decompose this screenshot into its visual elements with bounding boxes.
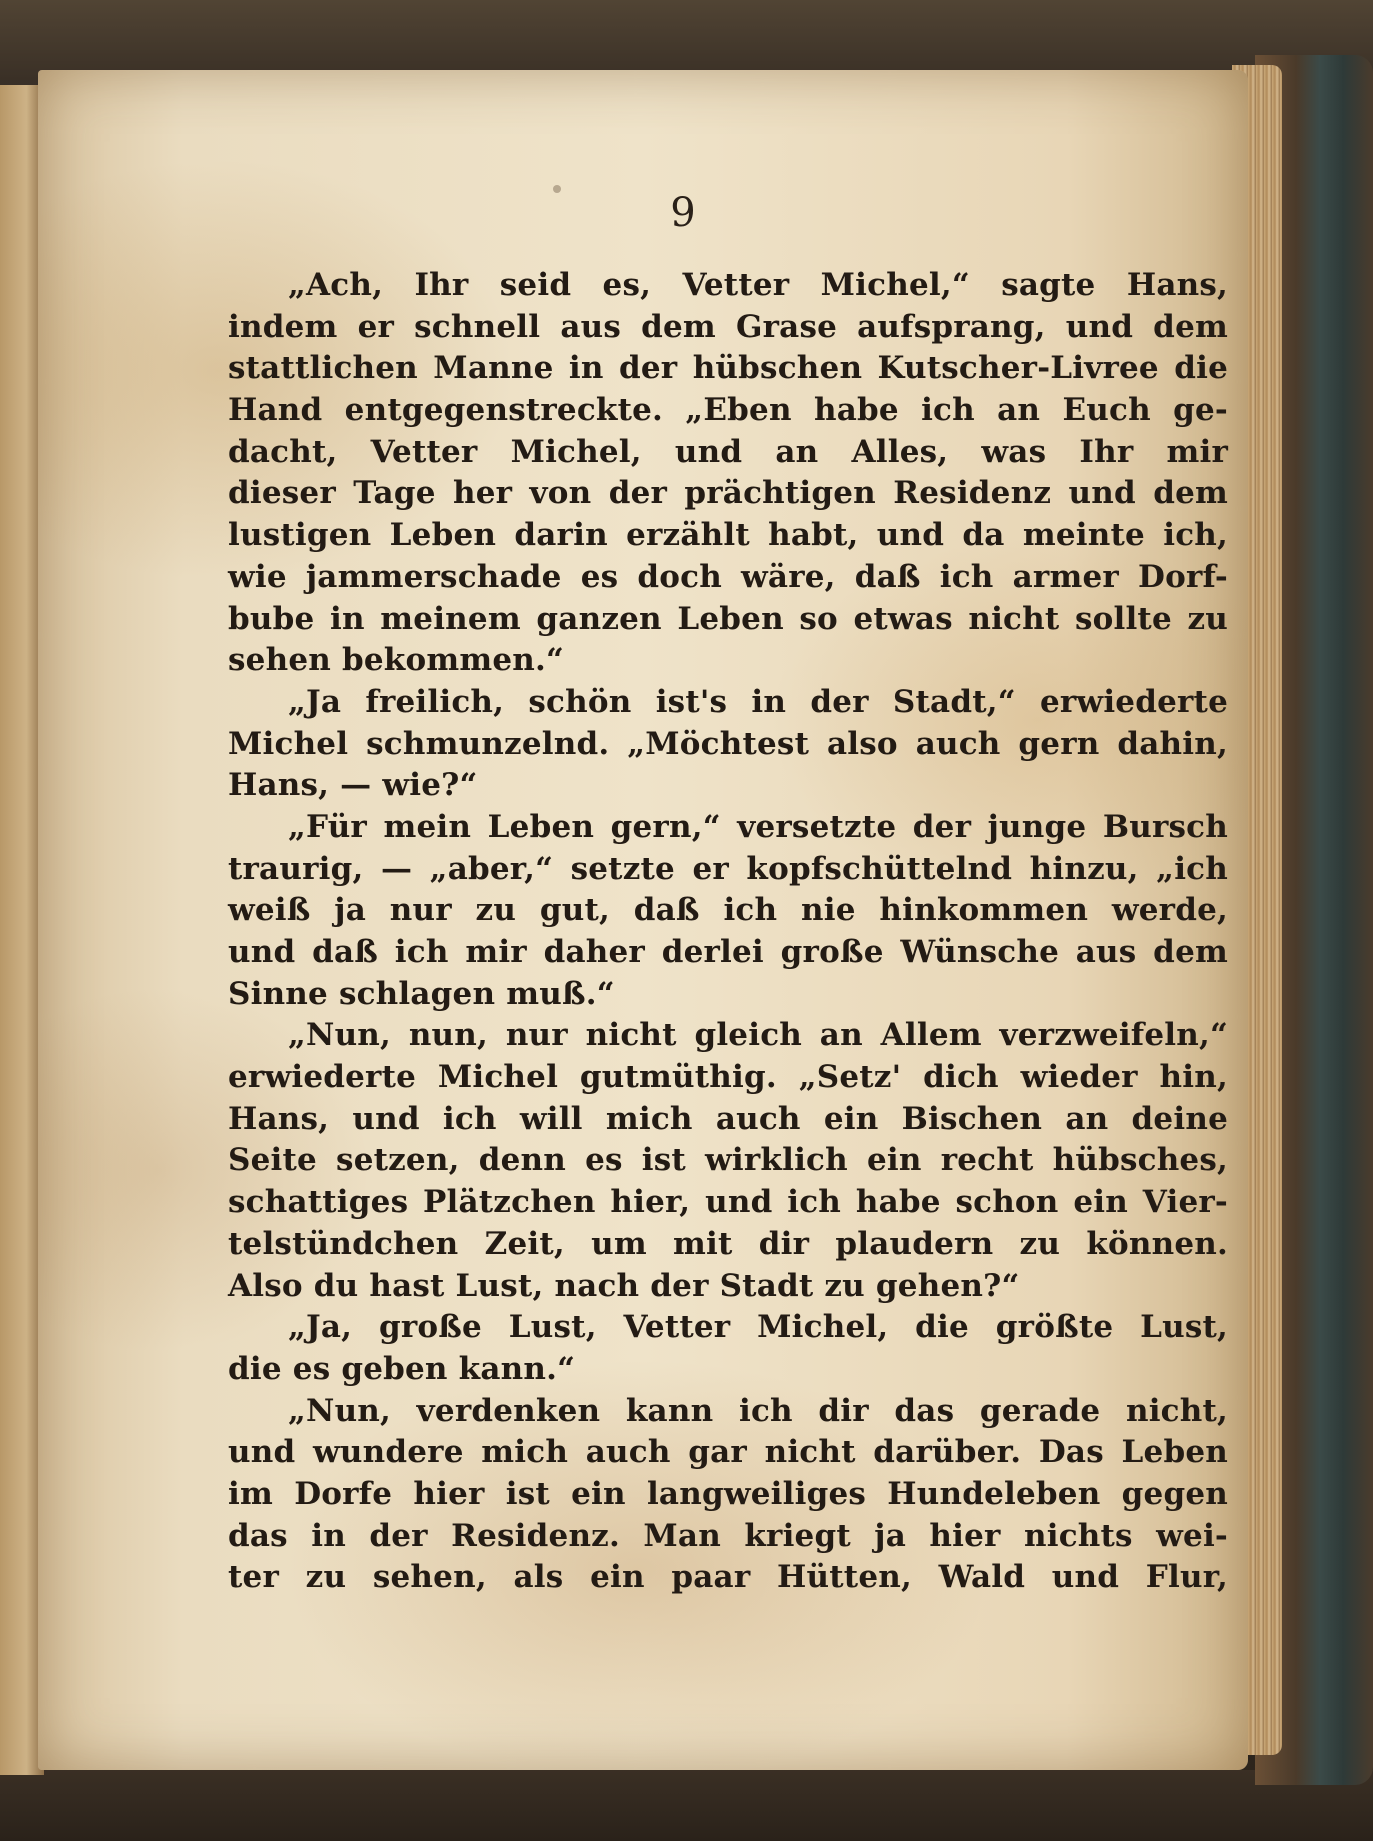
text-line: „Nun, verdenken kann ich dir das gerade nicht, bbox=[288, 1392, 1228, 1429]
text-line: „Ja, große Lust, Vetter Michel, die größte Lust, bbox=[288, 1309, 1228, 1346]
body-text bbox=[228, 265, 1228, 1599]
text-line: erwiederte Michel gutmüthig. „Setz' dich wieder hin, bbox=[228, 1059, 1228, 1096]
book-page bbox=[38, 70, 1248, 1770]
text-line: schattiges Plätzchen hier, und ich habe schon ein Vier- bbox=[228, 1184, 1228, 1221]
text-line: traurig, — „aber,“ setzte er kopfschüttelnd hinzu, „ich bbox=[228, 850, 1228, 887]
text-line: das in der Residenz. Man kriegt ja hier nichts wei- bbox=[228, 1517, 1228, 1554]
text-line: und daß ich mir daher derlei große Wünsche aus dem bbox=[228, 934, 1228, 970]
text-line: stattlichen Manne in der hübschen Kutscher-Livree die bbox=[228, 350, 1228, 387]
scan-background-bottom bbox=[0, 1770, 1373, 1841]
text-line: „Ach, Ihr seid es, Vetter Michel,“ sagte Hans, bbox=[288, 267, 1228, 303]
text-line: dieser Tage her von der prächtigen Residenz und dem bbox=[228, 475, 1228, 512]
scan-background-top bbox=[0, 0, 1373, 80]
text-line: „Nun, nun, nur nicht gleich an Allem verzweifeln,“ bbox=[288, 1017, 1228, 1054]
text-line: ter zu sehen, als ein paar Hütten, Wald und Flur, bbox=[228, 1559, 1228, 1596]
text-line: Seite setzen, denn es ist wirklich ein recht hübsches, bbox=[228, 1142, 1228, 1179]
text-line: Hans, — wie?“ bbox=[228, 767, 478, 804]
text-line: dacht, Vetter Michel, und an Alles, was Ihr mir bbox=[228, 433, 1228, 470]
text-line: lustigen Leben darin erzählt habt, und da meinte ich, bbox=[228, 517, 1228, 554]
text-line: Michel schmunzelnd. „Möchtest also auch gern dahin, bbox=[228, 725, 1228, 762]
text-line: Sinne schlagen muß.“ bbox=[228, 975, 615, 1012]
text-line: sehen bekommen.“ bbox=[228, 642, 565, 679]
text-line: bube in meinem ganzen Leben so etwas nicht sollte zu bbox=[228, 600, 1228, 637]
text-line: „Ja freilich, schön ist's in der Stadt,“ erwiederte bbox=[288, 683, 1228, 720]
text-line: Hans, und ich will mich auch ein Bischen an deine bbox=[228, 1100, 1228, 1137]
text-line: wie jammerschade es doch wäre, daß ich armer Dorf- bbox=[228, 558, 1228, 595]
text-line: telstündchen Zeit, um mit dir plaudern zu können. bbox=[228, 1225, 1228, 1262]
page-number: 9 bbox=[670, 190, 696, 236]
text-line: im Dorfe hier ist ein langweiliges Hundeleben gegen bbox=[228, 1475, 1228, 1512]
text-line: „Für mein Leben gern,“ versetzte der junge Bursch bbox=[288, 808, 1228, 845]
text-line: und wundere mich auch gar nicht darüber. Das Leben bbox=[228, 1434, 1228, 1471]
text-line: Hand entgegenstreckte. „Eben habe ich an Euch ge- bbox=[228, 392, 1228, 429]
text-line: Also du hast Lust, nach der Stadt zu gehen?“ bbox=[228, 1267, 1020, 1304]
text-line: indem er schnell aus dem Grase aufsprang, und dem bbox=[228, 308, 1228, 345]
text-line: die es geben kann.“ bbox=[228, 1350, 576, 1387]
text-line: weiß ja nur zu gut, daß ich nie hinkommen werde, bbox=[228, 892, 1228, 929]
